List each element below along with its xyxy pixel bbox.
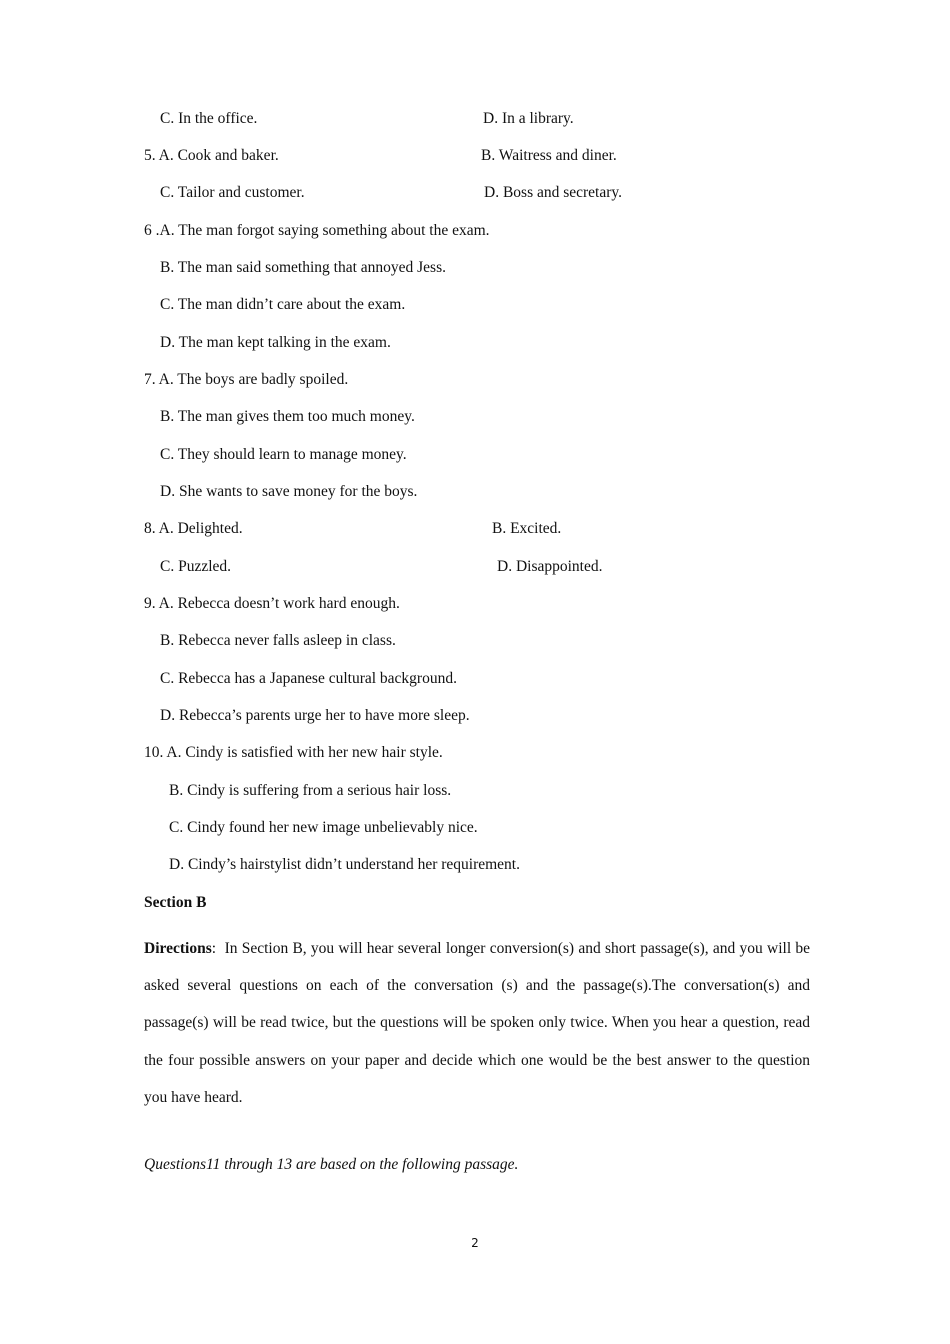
section-b-title: Section B [144,894,207,911]
passage-intro: Questions11 through 13 are based on the following passage. [144,1156,519,1173]
q7-option-c: C. They should learn to manage money. [160,446,407,463]
q9-option-a: 9. A. Rebecca doesn’t work hard enough. [144,595,400,612]
q10-option-d: D. Cindy’s hairstylist didn’t understand her requirement. [169,856,520,873]
directions-label: Directions [144,940,212,957]
q6-option-c: C. The man didn’t care about the exam. [160,296,406,313]
q8-option-b: B. Excited. [492,520,562,537]
q7-option-b: B. The man gives them too much money. [160,408,415,425]
q4-option-c: C. In the office. [160,110,258,127]
q8-option-c: C. Puzzled. [160,558,232,575]
page-number: 2 [471,1236,479,1250]
q6-option-b: B. The man said something that annoyed Jess. [160,259,446,276]
q6-option-d: D. The man kept talking in the exam. [160,334,391,351]
q9-option-d: D. Rebecca’s parents urge her to have more sleep. [160,707,470,724]
q10-option-c: C. Cindy found her new image unbelievably nice. [169,819,478,836]
q8-option-a: 8. A. Delighted. [144,520,243,537]
q7-option-d: D. She wants to save money for the boys. [160,483,418,500]
directions-text: In Section B, you will hear several longer conversion(s) and short passage(s), and you will be asked several questions on each of the conversation (s) and the passage(s).The conversation(s) and passage(s) will be read twice, but the questions will be spoken only twice. When you hear a question, read the four possible answers on your paper and decide which one would be the best answer to the question you have heard. [144,940,811,1106]
section-b-directions [144,930,810,1116]
q10-option-b: B. Cindy is suffering from a serious hair loss. [169,782,452,799]
q4-option-d: D. In a library. [483,110,574,127]
q8-option-d: D. Disappointed. [497,558,603,575]
q6-option-a: 6 .A. The man forgot saying something about the exam. [144,222,490,239]
q10-option-a: 10. A. Cindy is satisfied with her new hair style. [144,744,443,761]
q5-option-c: C. Tailor and customer. [160,184,305,201]
q5-option-d: D. Boss and secretary. [484,184,623,201]
q7-option-a: 7. A. The boys are badly spoiled. [144,371,349,388]
q9-option-b: B. Rebecca never falls asleep in class. [160,632,396,649]
q5-option-b: B. Waitress and diner. [481,147,617,164]
q5-option-a: 5. A. Cook and baker. [144,147,279,164]
q9-option-c: C. Rebecca has a Japanese cultural background. [160,670,457,687]
directions-separator: : [211,940,217,957]
